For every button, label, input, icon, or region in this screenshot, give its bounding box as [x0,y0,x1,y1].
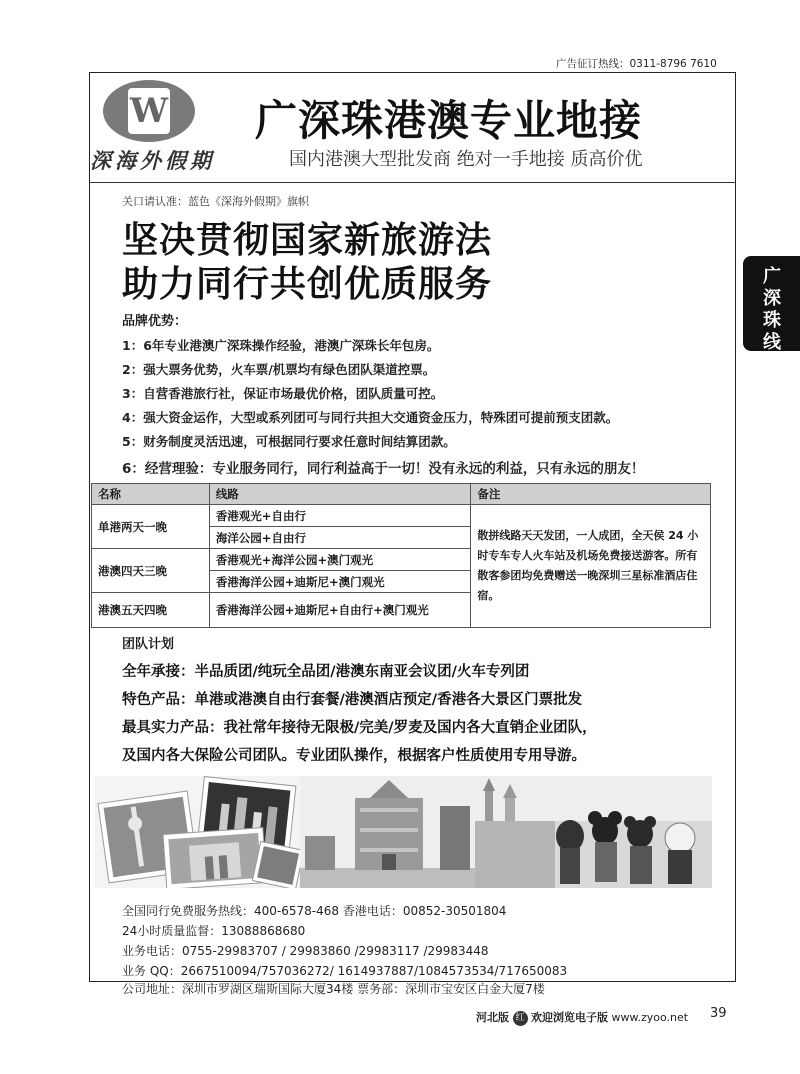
tour-route: 香港海洋公园+迪斯尼+澳门观光 [209,571,471,593]
website-url[interactable]: www.zyoo.net [611,1011,689,1024]
brand-advantage-item: 5：财务制度灵活迅速，可根据同行要求任意时间结算团款。 [122,434,456,449]
tour-route: 香港观光+自由行 [209,505,471,527]
brand-advantage-item: 6：经营理验：专业服务同行，同行利益高于一切！没有永远的利益，只有永远的朋友！ [122,461,645,477]
column-header-name: 名称 [92,484,210,505]
page-footer [476,1009,688,1026]
tour-route: 香港海洋公园+迪斯尼+自由行+澳门观光 [209,593,471,628]
side-tab-char: 线 [763,332,781,353]
table-header-row [92,484,711,505]
team-plan-line: 特色产品：单港或港澳自由行套餐/港澳酒店预定/香港各大景区门票批发 [122,692,583,708]
team-plan-heading: 团队计划 [122,637,175,652]
logo-calligraphy: 深海外假期 [90,148,215,173]
contact-line: 公司地址：深圳市罗湖区瑞斯国际大厦34楼 票务部：深圳市宝安区白金大厦7楼 [122,982,545,996]
brand-advantages-heading: 品牌优势： [122,314,188,329]
column-header-note: 备注 [471,484,711,505]
brand-advantage-item: 1：6年专业港澳广深珠操作经验，港澳广深珠长年包房。 [122,338,440,353]
destination-photos [95,776,712,888]
welcome-text: 欢迎浏览电子版 [531,1011,608,1024]
tour-route: 香港观光+海洋公园+澳门观光 [209,549,471,571]
ad-subtitle: 国内港澳大型批发商 绝对一手地接 质高价优 [289,149,643,170]
page-number: 39 [710,1006,727,1021]
team-plan-line: 及国内各大保险公司团队。专业团队操作，根据客户性质使用专用导游。 [122,748,586,764]
team-plan-line: 全年承接：半品质团/纯玩全品团/港澳东南亚会议团/火车专列团 [122,664,530,680]
disneyland-characters-photo [475,776,712,888]
team-plan-line: 最具实力产品：我社常年接待无限极/完美/罗麦及国内各大直销企业团队， [122,720,597,736]
contact-line: 24小时质量监督：13088868680 [122,924,306,938]
tour-route: 海洋公园+自由行 [209,527,471,549]
brand-advantage-item: 4：强大资金运作，大型或系列团可与同行共担大交通资金压力，特殊团可提前预支团款。 [122,410,619,425]
tour-name: 港澳四天三晚 [92,549,210,593]
tour-note: 散拼线路天天发团，一人成团，全天侯 24 小时专车专人火车站及机场免费接送游客。所有散客参团均免费赠送一晚深圳三星标准酒店住宿。 [471,505,711,628]
edition-label: 河北版 [476,1011,509,1024]
contact-line: 业务 QQ：2667510094/757036272/ 1614937887/1084573534/717650083 [122,964,568,978]
side-tab-char: 广 [763,266,781,287]
flag-notice: 关口请认准：蓝色《深海外假期》旗帜 [122,195,309,208]
contact-line: 全国同行免费服务热线：400-6578-468 香港电话：00852-30501804 [122,904,507,918]
headline-line-1: 坚决贯彻国家新旅游法 [122,220,493,261]
tour-name: 港澳五天四晚 [92,593,210,628]
edition-badge-icon: 红 [513,1011,528,1026]
section-side-tab [743,256,800,351]
side-tab-char: 珠 [763,310,781,331]
ad-hotline-top: 广告征订热线：0311-8796 7610 [556,58,717,70]
ad-title: 广深珠港澳专业地接 [255,96,643,145]
brand-advantage-item: 3：自营香港旅行社，保证市场最优价格，团队质量可控。 [122,386,444,401]
contact-line: 业务电话：0755-29983707 / 29983860 /29983117 /29983448 [122,944,489,958]
ruins-of-st-paul-photo [300,776,475,888]
routes-table [91,483,711,628]
header-divider [89,182,736,183]
brand-advantage-item: 2：强大票务优势，火车票/机票均有绿色团队渠道控票。 [122,362,436,377]
column-header-route: 线路 [209,484,471,505]
side-tab-char: 深 [763,288,781,309]
tour-name: 单港两天一晚 [92,505,210,549]
hong-kong-macau-photo-collage [95,776,300,888]
headline-line-2: 助力同行共创优质服务 [122,264,493,305]
logo-w-icon: W [128,88,170,134]
table-row [92,505,711,527]
